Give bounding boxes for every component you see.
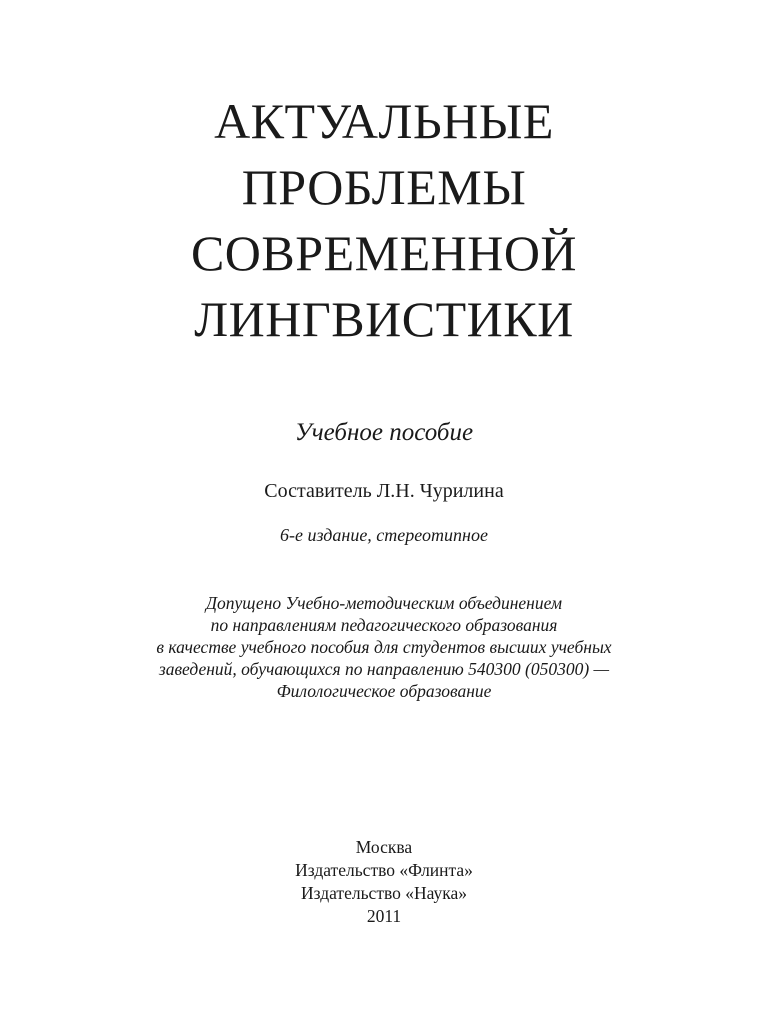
book-title-line: АКТУАЛЬНЫЕ <box>214 93 554 149</box>
publisher-imprint <box>0 836 768 928</box>
imprint-publisher: Издательство «Флинта» <box>295 860 473 880</box>
compiler-credit: Составитель Л.Н. Чурилина <box>264 480 504 502</box>
approval-line: по направлениям педагогического образования <box>210 615 558 635</box>
imprint-year: 2011 <box>366 906 402 926</box>
imprint-publisher: Издательство «Наука» <box>300 883 468 903</box>
approval-statement <box>0 592 768 702</box>
approval-line: Допущено Учебно-методическим объединением <box>205 593 563 613</box>
book-title-line: СОВРЕМЕННОЙ <box>190 225 578 281</box>
book-subtitle: Учебное пособие <box>294 419 474 446</box>
book-title <box>0 88 768 352</box>
book-title-line: ПРОБЛЕМЫ <box>241 159 527 215</box>
approval-line: в качестве учебного пособия для студентов высших учебных <box>156 637 612 657</box>
approval-line: заведений, обучающихся по направлению 540300 (050300) — <box>158 659 610 679</box>
edition-note: 6-е издание, стереотипное <box>280 525 488 545</box>
imprint-city: Москва <box>355 837 413 857</box>
book-title-line: ЛИНГВИСТИКИ <box>194 291 574 347</box>
approval-line: Филологическое образование <box>276 681 492 701</box>
